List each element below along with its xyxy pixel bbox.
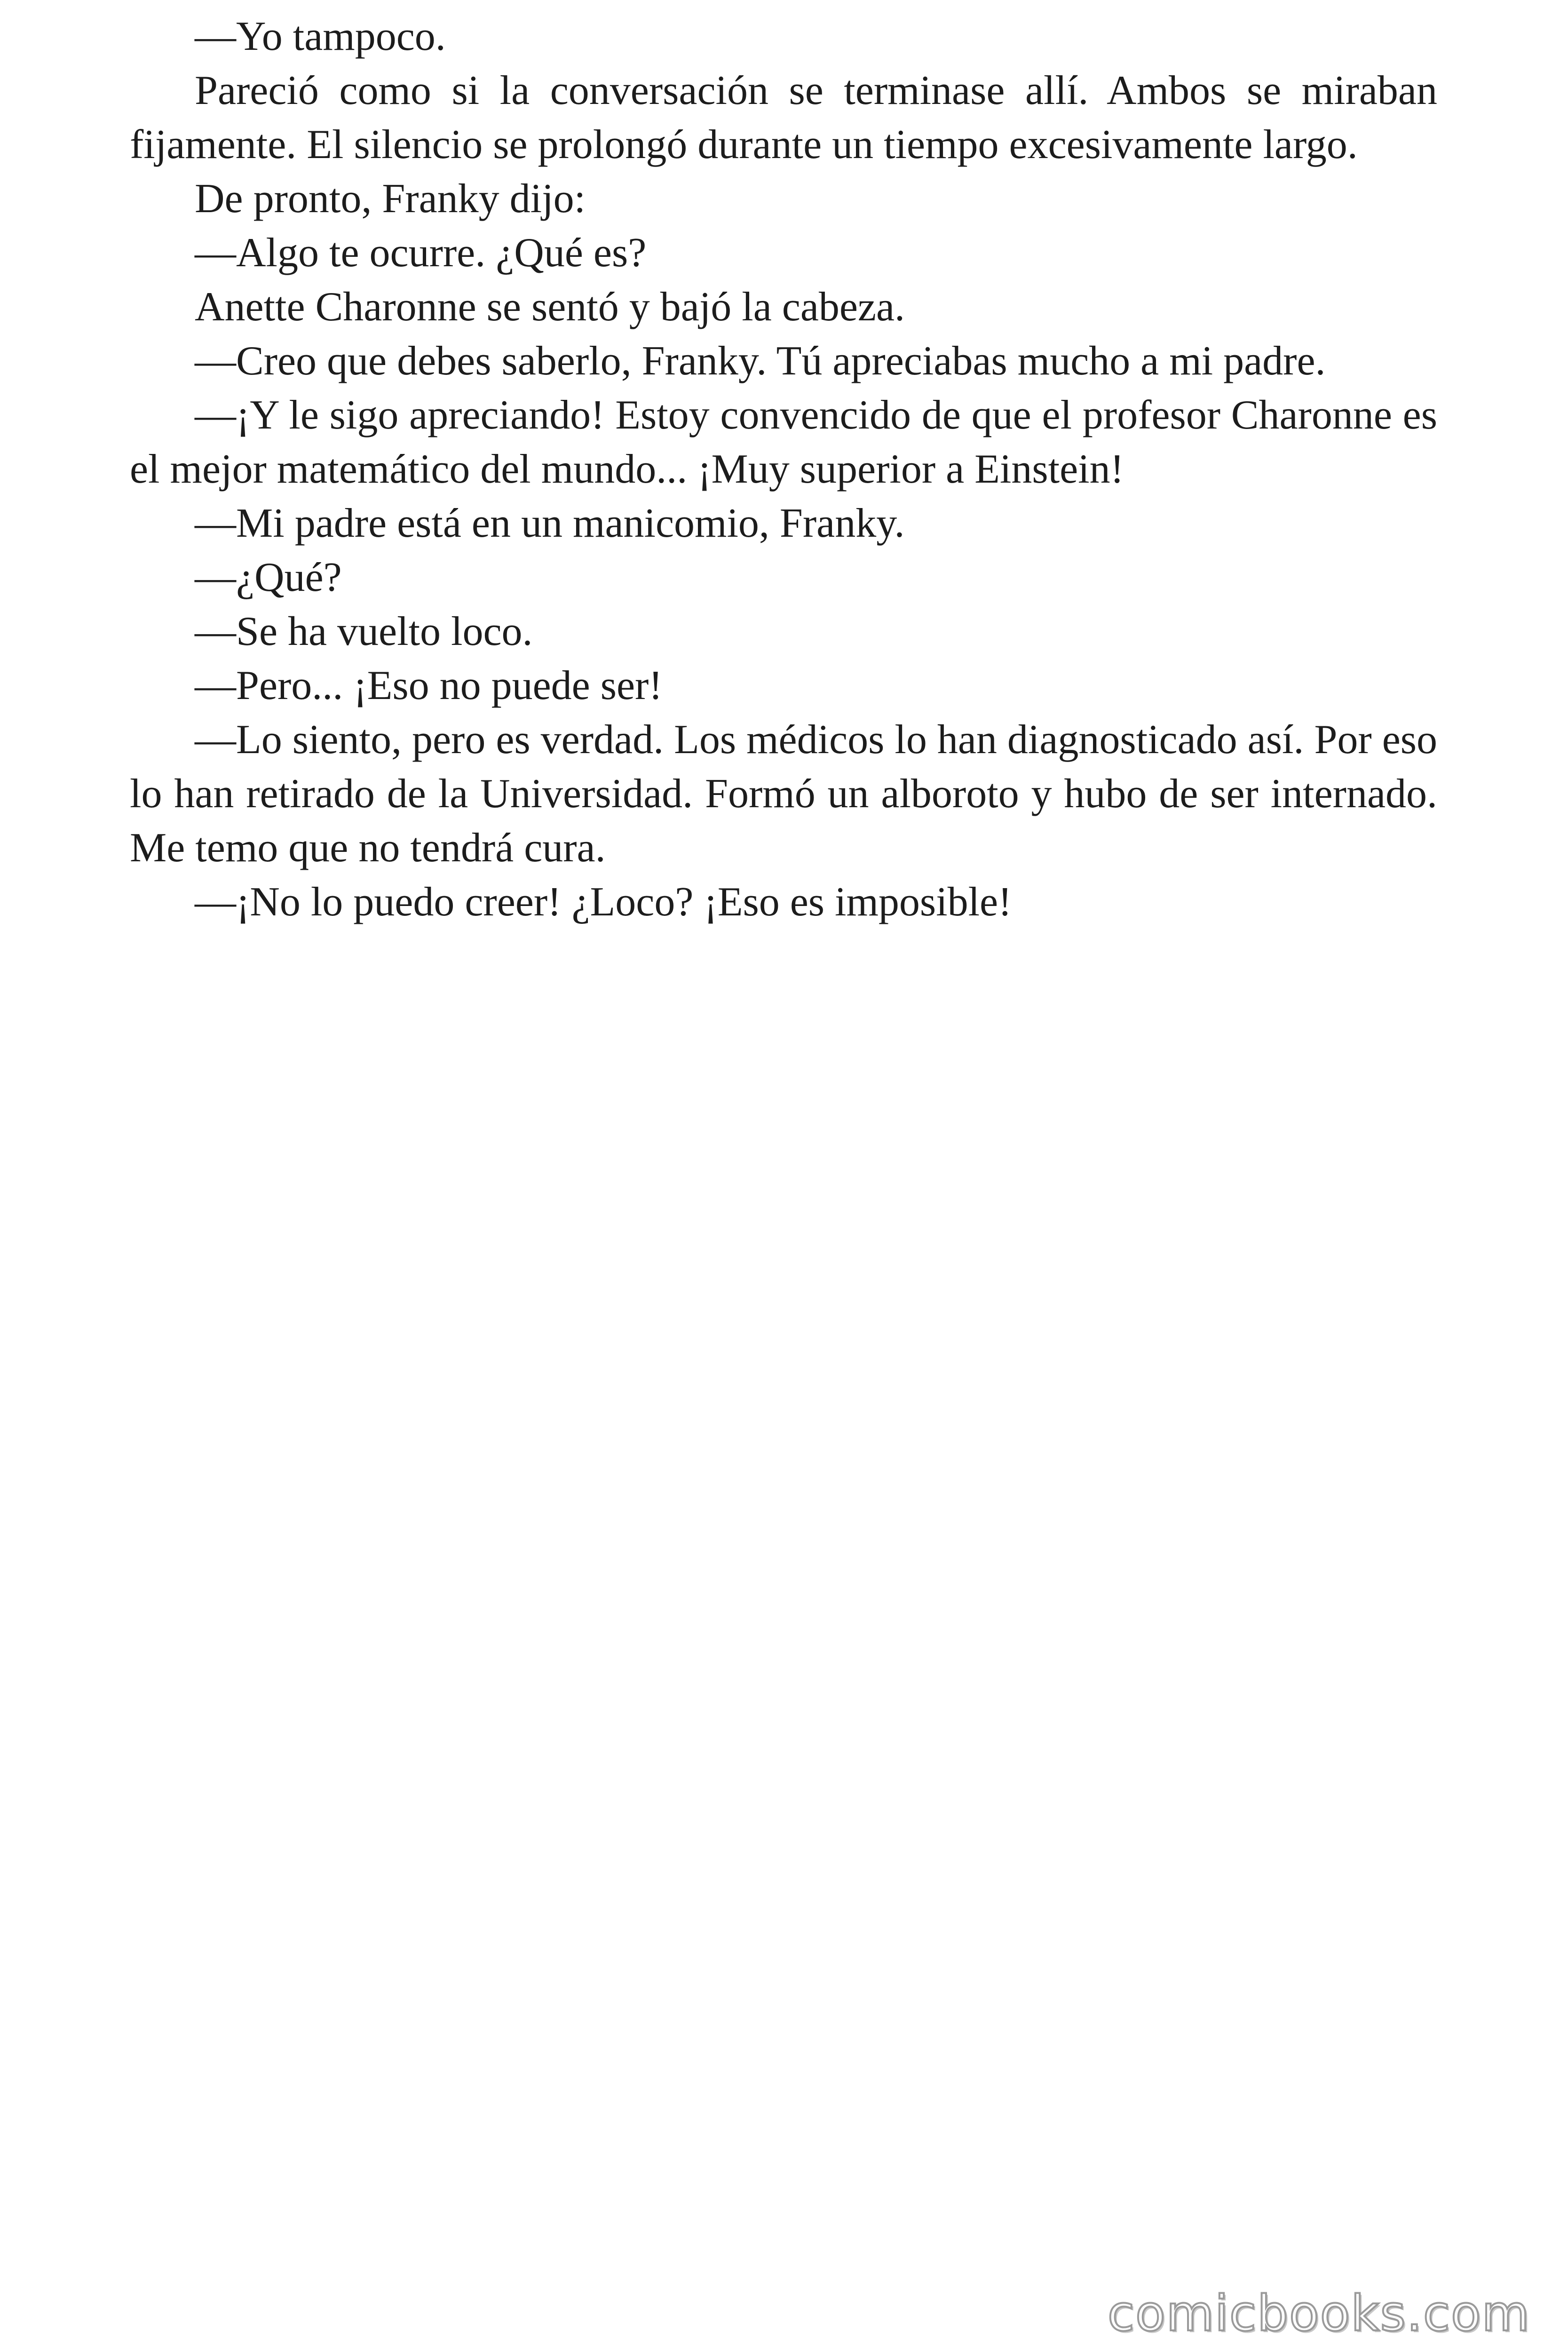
paragraph: Pareció como si la conversación se terminase allí. Ambos se miraban fijamente. El silencio se prolongó durante un tiempo excesivamente largo. — [130, 68, 1437, 167]
paragraph: —Yo tampoco. — [195, 14, 446, 59]
paragraph: De pronto, Franky dijo: — [195, 176, 586, 222]
paragraph: —Algo te ocurre. ¿Qué es? — [195, 230, 647, 276]
paragraph: —¿Qué? — [195, 555, 342, 600]
body-text — [130, 9, 1437, 929]
paragraph: —Se ha vuelto loco. — [195, 609, 533, 654]
paragraph: —Mi padre está en un manicomio, Franky. — [195, 501, 905, 546]
paragraph: —¡No lo puedo creer! ¿Loco? ¡Eso es imposible! — [195, 879, 1012, 925]
paragraph: —Lo siento, pero es verdad. Los médicos lo han diagnosticado así. Por eso lo han retirado de la Universidad. Formó un alboroto y hubo de ser internado. Me temo que no tendrá cura. — [130, 717, 1437, 871]
paragraph: Anette Charonne se sentó y bajó la cabeza. — [195, 284, 905, 330]
paragraph: —¡Y le sigo apreciando! Estoy convencido de que el profesor Charonne es el mejor matemático del mundo... ¡Muy superior a Einstein! — [130, 392, 1437, 492]
paragraph: —Pero... ¡Eso no puede ser! — [195, 663, 663, 708]
paragraph: —Creo que debes saberlo, Franky. Tú apreciabas mucho a mi padre. — [195, 338, 1326, 384]
site-watermark: comicbooks.com — [1107, 2285, 1530, 2342]
